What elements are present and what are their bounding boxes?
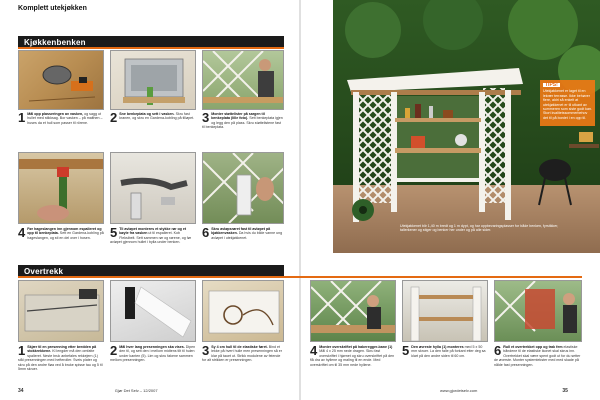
step-number: 3 xyxy=(202,110,210,125)
step-number: 2 xyxy=(110,110,118,125)
step-text: ut til espalieret. Kob Fleksibelt. Sett sammen rør og rørene, og før avløpet gjennom hullet i bylla under benken. xyxy=(110,231,192,245)
cover-step-3 xyxy=(202,345,284,363)
step-number: 5 xyxy=(110,225,118,240)
left-page-number: 34 xyxy=(18,388,24,394)
magazine-name: Gjør Det Selv – 12/2007 xyxy=(114,388,158,393)
step-text: elastiske båndene til de elastiske ikonet skal skrus inn. Overtrekket skal være spent godt ut for du setter de øverste. Monter systemtekster med med skade på nålde fast presenningen. xyxy=(494,345,581,367)
cover-step-4 xyxy=(310,345,396,367)
step-text: Da hvis du bilde vanne ung avløpet i utekjøkkenet. xyxy=(211,231,283,240)
step-heading: Sne benkeplata og sett i vasken. xyxy=(119,112,175,116)
kitchen-step-1 xyxy=(18,112,104,125)
step-text: Dipen den til, og sett den i mellom midtens tilt til hulen under kanten (5). Lim og skru fakene sammen mellom presenningen. xyxy=(110,345,196,363)
step-heading: Mål opp plasseringen av vasken, xyxy=(27,112,84,116)
step-heading: Før hageslangen inn gjennom espalieret og opp til benkeplata. xyxy=(27,227,102,236)
kitchen-photo-4 xyxy=(18,152,104,224)
kitchen-step-5 xyxy=(110,227,196,245)
step-text: Skru fast kranen, og skru en Gardena-kobling på tilløpet. xyxy=(119,112,195,121)
step-number: 4 xyxy=(310,343,318,358)
cover-photo-2 xyxy=(110,280,196,342)
page-gutter xyxy=(299,0,301,400)
section-rule xyxy=(18,276,582,278)
kitchen-photo-2 xyxy=(110,50,196,110)
kitchen-step-6 xyxy=(202,227,284,240)
step-text: Mål 4 x 25 mm nede dragen. Skru fast overskriftet i hjørnet og skru overskriftet på den flå dra av hyllene og maling til en ende. Med overskriftet om til 35 mm nede hyllene. xyxy=(310,349,395,367)
kitchen-photo-1 xyxy=(18,50,104,110)
cover-step-1 xyxy=(18,345,104,371)
step-text: Sett en Gardena-kobling på hageslangen, og sti en del over i hosen. xyxy=(27,231,104,240)
tip-box xyxy=(540,80,595,126)
right-folio xyxy=(440,388,568,394)
tip-text: Utekjøkkenet er laget til en lekrær terrasse. Ikke behøver flere, aldri så enkelt at utekjøkkenet er til utkant av summeren som siste godt kan. Stort kvalitetssommerbehov det til på bordet i en opp til. xyxy=(543,89,592,120)
tip-label: TIPS! xyxy=(545,82,558,88)
kitchen-step-4 xyxy=(18,227,104,240)
step-heading: Sy 4 cm hull til de elastiske føret. xyxy=(211,345,268,349)
step-text: med 5 x 50 mm skruer. La den falle på forkant etter deg sa klart på den andre siden til 60 cm. xyxy=(411,345,486,358)
hero-caption: Utekjøkkenet blir 1,40 m bredt og 1 m dypt, og har oppbevaringsplasser for både benken, fyrstikker, tallerkener og stiger og benker her under og på alle sider. xyxy=(400,224,559,233)
kitchen-section-title: Kjøkkenbenken xyxy=(18,36,92,49)
step-number: 1 xyxy=(18,110,26,125)
step-heading: Til avløpet monteres et stykke rør og et bøyle fra vasken xyxy=(119,227,187,236)
step-heading: Den øvreste hylla (1) monteres xyxy=(411,345,464,349)
running-head: Komplett utekjøkken xyxy=(18,5,87,12)
step-number: 5 xyxy=(402,343,410,358)
cover-photo-3 xyxy=(202,280,284,342)
hero-photo xyxy=(333,0,600,253)
website: www.gjordetselv.com xyxy=(440,388,478,393)
step-text: Bind et lekke på hvert hulle men presenningen så er klar på tauet ut. Strikk modulene av feiende for alt strikken er presenningen. xyxy=(202,345,282,363)
step-number: 3 xyxy=(202,343,210,358)
left-folio xyxy=(18,388,158,394)
kitchen-step-2 xyxy=(110,112,196,123)
step-number: 2 xyxy=(110,343,118,358)
step-heading: Monter støttelister på sargen til benkeplata (lille foto). xyxy=(211,112,265,121)
cover-photo-4 xyxy=(310,280,396,342)
cover-step-5 xyxy=(402,345,488,358)
step-number: 4 xyxy=(18,225,26,240)
step-number: 6 xyxy=(494,343,502,358)
cover-step-2 xyxy=(110,345,196,363)
right-page-number: 35 xyxy=(562,388,568,394)
step-heading: Skru avløpsrøret fast til avløpet på kjøkkenvasken. xyxy=(211,227,271,236)
kitchen-photo-3 xyxy=(202,50,284,110)
cover-photo-5 xyxy=(402,280,488,342)
cover-step-6 xyxy=(494,345,582,367)
step-heading: Skjær til en presenning etter bredden på stokkrekkene. xyxy=(27,345,97,354)
kitchen-photo-6 xyxy=(202,152,284,224)
section-rule xyxy=(18,47,284,49)
step-text: Kl lengder må den omfatte spalieret. Neste bruk anbefales rekkejern (1) stål presenningen med hefteroller. Sveis plater og skru på den andre fløa ved å bruke spisse tau og 5 til 5mm skruer. xyxy=(18,349,103,372)
step-heading: Mål hver lang presenningen ska vises. xyxy=(119,345,185,349)
kitchen-photo-5 xyxy=(110,152,196,224)
step-number: 6 xyxy=(202,225,210,240)
step-text: Sett benkeplata igjen og legg den på plass. Skru støttelistene fast til benkeplata. xyxy=(202,116,283,130)
step-heading: Monter overskriftet på hakeregger-bane (1) xyxy=(319,345,393,349)
kitchen-step-3 xyxy=(202,112,284,130)
cover-photo-6 xyxy=(494,280,582,342)
cover-photo-1 xyxy=(18,280,104,342)
step-text: og sagg ut hullet med stikksag. Bor vasken – på malthen – huses da et hull som passer til rörene. xyxy=(27,112,103,125)
step-number: 1 xyxy=(18,343,26,358)
step-heading: Rull et overtrekket opp og trak fem xyxy=(503,345,563,349)
cover-section-title: Overtrekk xyxy=(18,265,69,278)
